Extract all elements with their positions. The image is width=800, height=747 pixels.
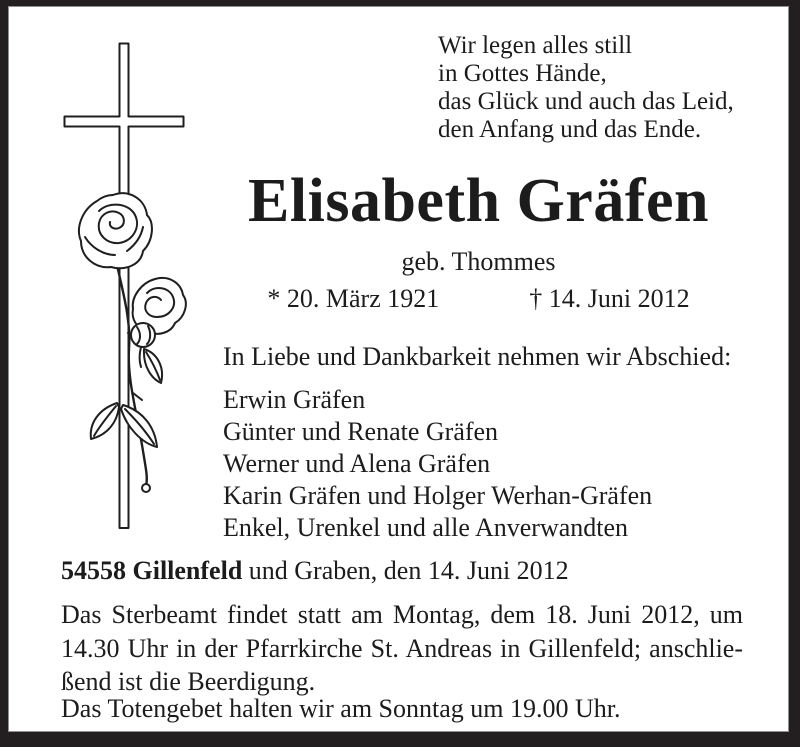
place-rest: und Graben, den 14. Juni 2012 [248,556,569,585]
farewell-intro: In Liebe und Dankbarkeit nehmen wir Abschied: [223,342,732,371]
notice-page [8,6,789,732]
mourner: Werner und Alena Gräfen [223,449,491,478]
place-postal: 54558 Gillenfeld [61,556,243,585]
mourner: Günter und Renate Gräfen [223,417,499,446]
maiden-name: geb. Thommes [401,247,556,276]
death-date: † 14. Juni 2012 [529,284,690,313]
birth-date: * 20. März 1921 [267,284,440,313]
verse-line: den Anfang und das Ende. [438,116,702,143]
cross-with-roses-icon [49,31,209,536]
mourners-list [223,384,652,544]
mourner: Erwin Gräfen [223,385,366,414]
deceased-name: Elisabeth Gräfen [248,167,709,235]
verse-line: das Glück und auch das Leid, [438,88,734,115]
service-line: ßend ist die Beerdigung. [61,667,316,696]
service-announcement [61,598,743,699]
life-dates [206,284,751,314]
mourner: Karin Gräfen und Holger Werhan-Gräfen [223,481,653,510]
verse [438,32,734,144]
service-line: Das Sterbeamt findet statt am Montag, dem 18. Juni 2012, um [61,600,743,629]
service-line: 14.30 Uhr in der Pfarrkirche St. Andreas in Gillenfeld; anschlie- [61,633,743,663]
place-date-line [61,556,569,586]
prayer-announcement: Das Totengebet halten wir am Sonntag um 19.00 Uhr. [61,694,621,723]
verse-line: in Gottes Hände, [438,60,607,87]
verse-line: Wir legen alles still [438,32,633,59]
mourner: Enkel, Urenkel und alle Anverwandten [223,513,629,542]
